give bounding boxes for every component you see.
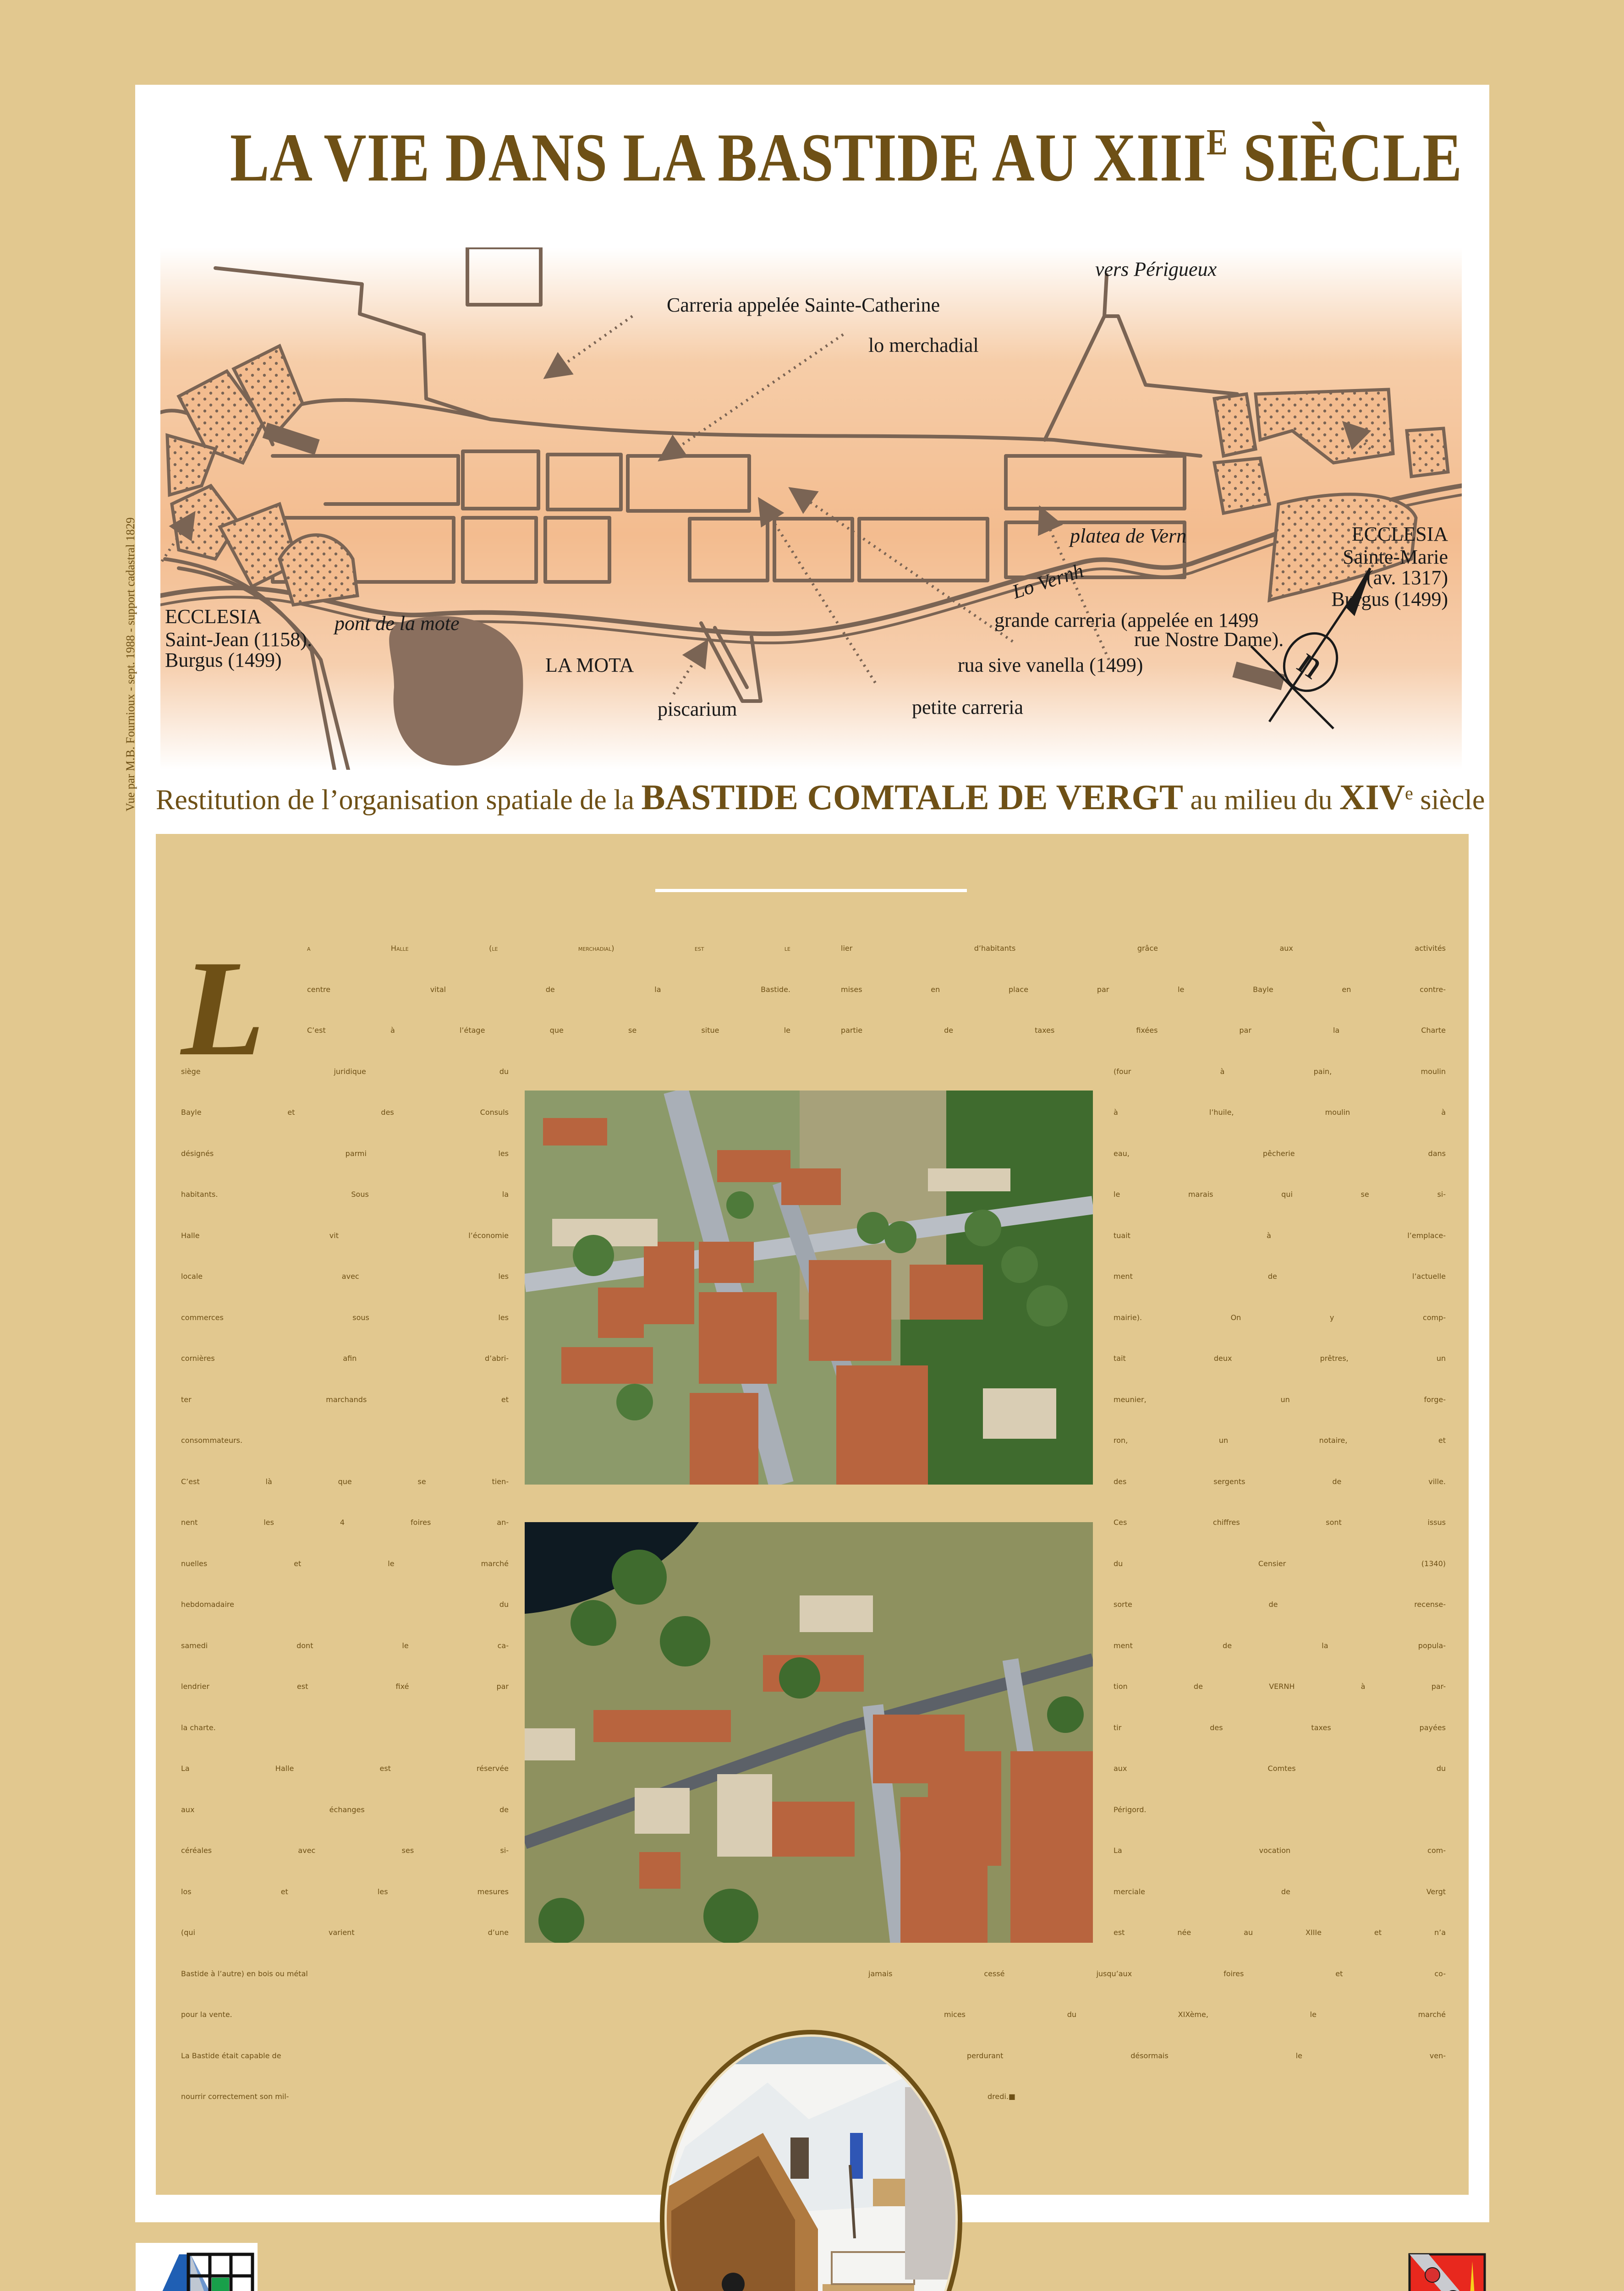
text-line: meunier, un forge- [1114,1395,1446,1404]
text-line: tion de VERNH à par- [1114,1682,1446,1691]
svg-text:Sainte-Marie: Sainte-Marie [1343,546,1448,568]
svg-text:Saint-Jean (1158).: Saint-Jean (1158). [165,628,312,651]
text-line: centre vital de la Bastide. [307,985,790,994]
label-la-mota: LA MOTA [545,654,634,676]
text-line: tir des taxes payées [1114,1723,1446,1732]
text-line: désignés parmi les [181,1149,509,1158]
text-line: La Halle est réservée [181,1764,509,1773]
text-line: sorte de recense- [1114,1600,1446,1609]
text-line: aux Comtes du [1114,1764,1446,1773]
text-line: siège juridique du [181,1067,509,1076]
label-lo-vernh: Lo Vernh [1009,559,1086,603]
text-line: ment de la popula- [1114,1641,1446,1650]
text-line: ron, un notaire, et [1114,1436,1446,1445]
text-line: pour la vente. [181,2010,232,2019]
text-line: La vocation com- [1114,1846,1446,1855]
end-mark-icon: ■ [1008,2092,1016,2101]
text-line: du Censier (1340) [1114,1559,1446,1568]
label-petite-carreria: petite carreria [912,696,1024,718]
text-line: merciale de Vergt [1114,1887,1446,1896]
aerial-photo-1 [525,1091,1093,1485]
text-line: los et les mesures [181,1887,509,1896]
map-credit: Vue par M.B. Fournioux - sept. 1988 - support cadastral 1829 [124,517,137,811]
bastide-map [160,247,1462,770]
text-line: ment de l’actuelle [1114,1272,1446,1281]
text-line: commerces sous les [181,1313,509,1322]
la-mota-mound [389,616,523,766]
label-lo-merchadial: lo merchadial [868,334,979,356]
text-line: dredi.■ [988,2092,1016,2101]
text-line: la charte. [181,1723,216,1732]
title-text: LA VIE DANS LA BASTIDE AU XIII [230,120,1207,196]
label-rua-sive-vanella: rua sive vanella (1499) [958,654,1143,676]
label-platea-de-vern: platea de Vern [1070,525,1187,547]
svg-text:n: n [1289,638,1333,688]
title-text-end: SIÈCLE [1228,120,1463,196]
text-line: lier d’habitants grâce aux activités [841,944,1446,953]
aerial-photo-2 [525,1522,1093,1943]
text-line: jamais cessé jusqu’aux foires et co- [868,1969,1446,1978]
text-line: Halle vit l’économie [181,1231,509,1240]
divider-line [655,889,967,892]
label-carreria-sainte-catherine: Carreria appelée Sainte-Catherine [667,294,940,316]
text-line: Bayle et des Consuls [181,1108,509,1117]
text-line: est née au XIIIe et n’a [1114,1928,1446,1937]
text-line: tait deux prêtres, un [1114,1354,1446,1363]
label-grande-carreria-2: rue Nostre Dame). [1134,628,1284,651]
title-superscript: E [1206,122,1228,163]
bastides-aquitaine-logo [136,2243,258,2291]
text-line: nourrir correctement son mil- [181,2092,289,2101]
caption-emphasis: BASTIDE COMTALE DE VERGT [641,777,1184,817]
svg-text:ECCLESIA: ECCLESIA [165,605,262,628]
text-line: ter marchands et [181,1395,509,1404]
drop-cap: L [181,932,265,1084]
svg-text:(av. 1317): (av. 1317) [1366,566,1448,589]
map-background [160,247,1462,770]
text-line: perdurant désormais le ven- [967,2051,1446,2060]
text-line: aux échanges de [181,1805,509,1814]
text-line: à l’huile, moulin à [1114,1108,1446,1117]
label-grande-carreria: grande carreria (appelée en 1499 [994,609,1259,631]
svg-text:Burgus (1499): Burgus (1499) [165,649,282,671]
text-line: Bastide à l’autre) en bois ou métal [181,1969,308,1978]
text-line: eau, pêcherie dans [1114,1149,1446,1158]
vergt-coat-of-arms [1397,2241,1493,2291]
text-line: partie de taxes fixées par la Charte [841,1026,1446,1035]
text-line: tuait à l’emplace- [1114,1231,1446,1240]
label-piscarium: piscarium [658,698,737,720]
text-line: locale avec les [181,1272,509,1281]
text-line: nent les 4 foires an- [181,1518,509,1527]
page-title [230,118,1463,197]
text-line: (qui varient d’une [181,1928,509,1937]
text-line: mairie). On y comp- [1114,1313,1446,1322]
text-line: a Halle (le merchadial) est le [307,944,790,953]
text-line: Périgord. [1114,1805,1147,1814]
text-line: le marais qui se si- [1114,1190,1446,1199]
text-line: habitants. Sous la [181,1190,509,1199]
text-line: cornières afin d’abri- [181,1354,509,1363]
text-line: (four à pain, moulin [1114,1067,1446,1076]
text-line: consommateurs. [181,1436,243,1445]
text-line: Ces chiffres sont issus [1114,1518,1446,1527]
text-line: mices du XIXème, le marché [944,2010,1446,2019]
map-caption: Restitution de l’organisation spatiale de la BASTIDE COMTALE DE VERGT au milieu du XIVe siècle [156,777,1485,817]
text-line: des sergents de ville. [1114,1477,1446,1486]
text-line: lendrier est fixé par [181,1682,509,1691]
text-line: C’est à l’étage que se situe le [307,1026,790,1035]
text-line: nuelles et le marché [181,1559,509,1568]
text-line: C’est là que se tien- [181,1477,509,1486]
label-pont-de-la-mote: pont de la mote [335,612,460,635]
text-line: mises en place par le Bayle en contre- [841,985,1446,994]
text-line: hebdomadaire du [181,1600,509,1609]
text-line: céréales avec ses si- [181,1846,509,1855]
label-vers-perigueux: vers Périgueux [1095,258,1217,280]
svg-text:ECCLESIA: ECCLESIA [1351,523,1448,545]
text-line: samedi dont le ca- [181,1641,509,1650]
svg-text:Burgus (1499): Burgus (1499) [1331,588,1448,610]
text-line: La Bastide était capable de [181,2051,281,2060]
